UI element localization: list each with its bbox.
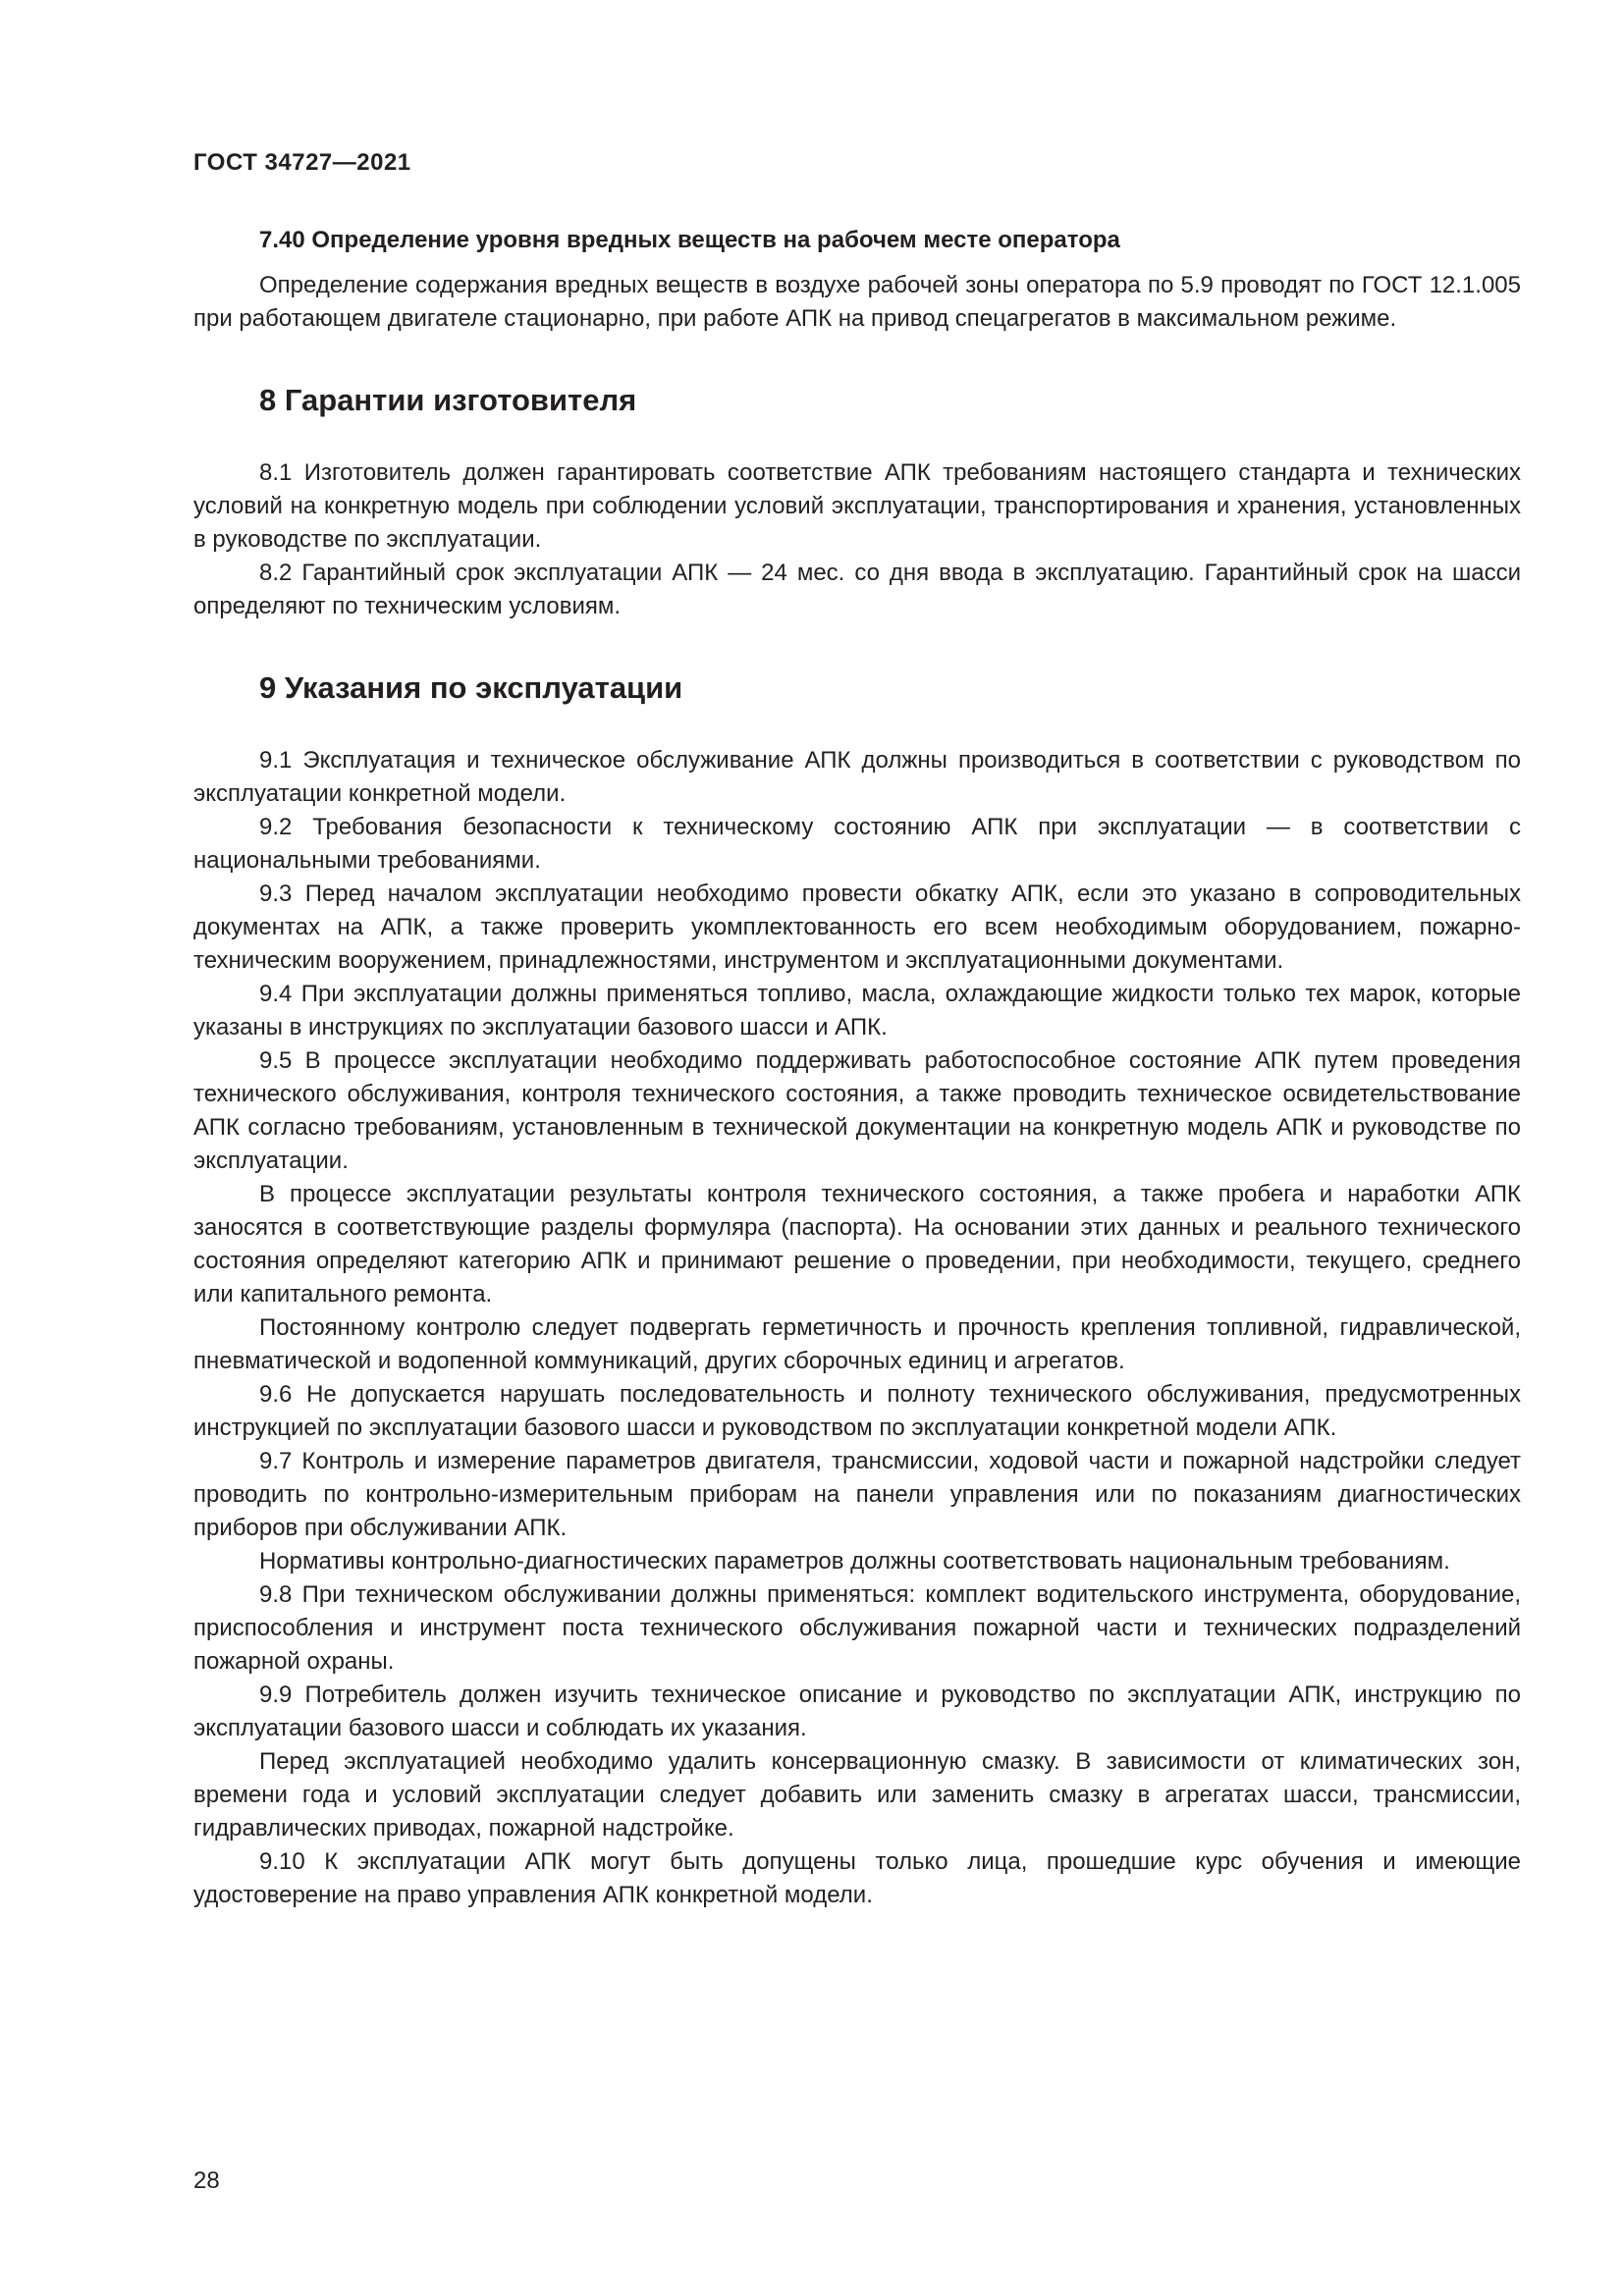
subsection-title-7-40: 7.40 Определение уровня вредных веществ на рабочем месте оператора <box>259 227 1120 253</box>
page-number: 28 <box>193 2167 220 2194</box>
page-content <box>193 224 1521 1912</box>
paragraph-9-8: 9.8 При техническом обслуживании должны применяться: комплект водительского инструмента, оборудование, приспособления и инструмент поста технического обслуживания пожарной части и технических подразделений пожарной охраны. <box>193 1581 1521 1675</box>
paragraph-9-3: 9.3 Перед началом эксплуатации необходимо провести обкатку АПК, если это указано в сопроводительных документах на АПК, а также проверить укомплектованность его всем необходимым оборудованием, пожарно-техническим вооружением, принадлежностями, инструментом и эксплуатационными документами. <box>193 881 1521 974</box>
document-code-header: ГОСТ 34727—2021 <box>193 149 411 176</box>
paragraph-9-1: 9.1 Эксплуатация и техническое обслуживание АПК должны производиться в соответствии с руководством по эксплуатации конкретной модели. <box>193 747 1521 807</box>
paragraph-7-40: Определение содержания вредных веществ в воздухе рабочей зоны оператора по 5.9 проводят по ГОСТ 12.1.005 при работающем двигателе стационарно, при работе АПК на привод спецагрегатов в максимальном режиме. <box>193 272 1521 332</box>
paragraph-9-7-norms: Нормативы контрольно-диагностических параметров должны соответствовать национальным требованиям. <box>259 1548 1450 1575</box>
paragraph-9-5-results: В процессе эксплуатации результаты контроля технического состояния, а также пробега и наработки АПК заносятся в соответствующие разделы формуляра (паспорта). На основании этих данных и реального технического состояния определяют категорию АПК и принимают решение о проведении, при необходимости, текущего, среднего или капитального ремонта. <box>193 1181 1521 1308</box>
section-title-8: 8 Гарантии изготовителя <box>259 383 637 417</box>
paragraph-9-6: 9.6 Не допускается нарушать последовательность и полноту технического обслуживания, предусмотренных инструкцией по эксплуатации базового шасси и руководством по эксплуатации конкретной модели АПК. <box>193 1381 1521 1441</box>
paragraph-8-2: 8.2 Гарантийный срок эксплуатации АПК — 24 мес. со дня ввода в эксплуатацию. Гарантийный срок на шасси определяют по техническим условиям. <box>193 560 1521 619</box>
paragraph-9-10: 9.10 К эксплуатации АПК могут быть допущены только лица, прошедшие курс обучения и имеющие удостоверение на право управления АПК конкретной модели. <box>193 1848 1521 1908</box>
paragraph-9-7: 9.7 Контроль и измерение параметров двигателя, трансмиссии, ходовой части и пожарной надстройки следует проводить по контрольно-измерительным приборам на панели управления или по показаниям диагностических приборов при обслуживании АПК. <box>193 1448 1521 1541</box>
section-title-9: 9 Указания по эксплуатации <box>259 670 683 705</box>
paragraph-9-4: 9.4 При эксплуатации должны применяться топливо, масла, охлаждающие жидкости только тех марок, которые указаны в инструкциях по эксплуатации базового шасси и АПК. <box>193 981 1521 1041</box>
paragraph-9-5: 9.5 В процессе эксплуатации необходимо поддерживать работоспособное состояние АПК путем проведения технического обслуживания, контроля технического состояния, а также проводить техническое освидетельствование АПК согласно требованиям, установленным в технической документации на конкретную модель АПК и руководстве по эксплуатации. <box>193 1047 1521 1174</box>
paragraph-9-2: 9.2 Требования безопасности к техническому состоянию АПК при эксплуатации — в соответствии с национальными требованиями. <box>193 814 1521 874</box>
paragraph-9-5-control: Постоянному контролю следует подвергать герметичность и прочность крепления топливной, гидравлической, пневматической и водопенной коммуникаций, других сборочных единиц и агрегатов. <box>193 1314 1521 1374</box>
paragraph-9-9-lubricant: Перед эксплуатацией необходимо удалить консервационную смазку. В зависимости от климатических зон, времени года и условий эксплуатации следует добавить или заменить смазку в агрегатах шасси, трансмиссии, гидравлических приводах, пожарной надстройке. <box>193 1748 1521 1842</box>
paragraph-8-1: 8.1 Изготовитель должен гарантировать соответствие АПК требованиям настоящего стандарта и технических условий на конкретную модель при соблюдении условий эксплуатации, транспортирования и хранения, установленных в руководстве по эксплуатации. <box>193 459 1521 553</box>
paragraph-9-9: 9.9 Потребитель должен изучить техническое описание и руководство по эксплуатации АПК, инструкцию по эксплуатации базового шасси и соблюдать их указания. <box>193 1682 1521 1741</box>
